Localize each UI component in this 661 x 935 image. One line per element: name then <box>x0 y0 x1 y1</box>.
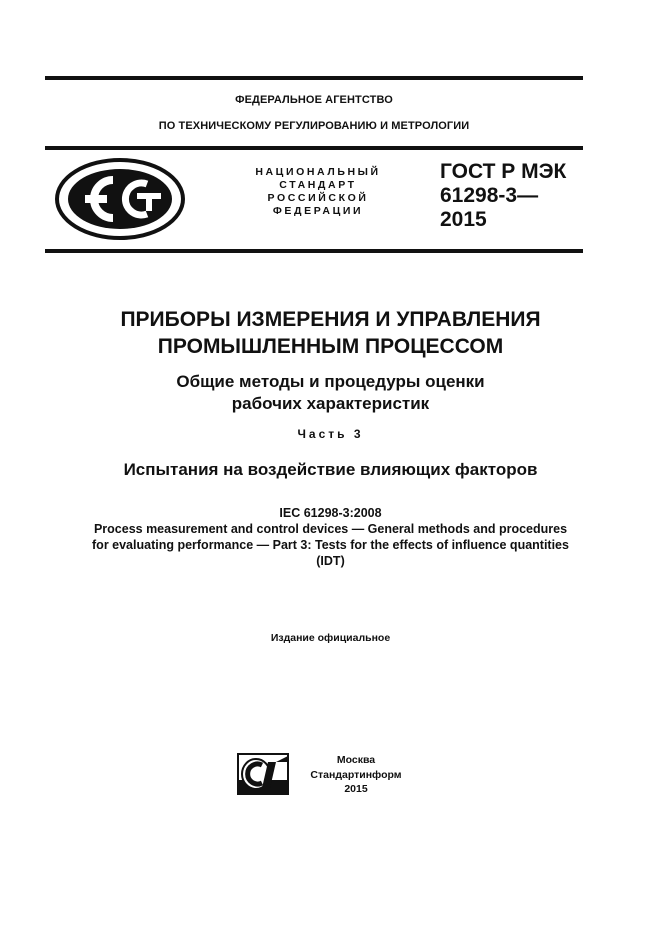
badge-line-2: СТАНДАРТ <box>279 179 357 191</box>
publisher-year: 2015 <box>344 783 368 795</box>
title-rule <box>45 249 583 253</box>
header-rule <box>45 146 583 150</box>
main-title-line-1: ПРИБОРЫ ИЗМЕРЕНИЯ И УПРАВЛЕНИЯ <box>120 308 541 331</box>
standartinform-logo-icon <box>236 752 292 796</box>
subtitle-line-2: рабочих характеристик <box>231 394 430 413</box>
subtitle-line-1: Общие методы и процедуры оценки <box>176 372 485 391</box>
part-label: Часть 3 <box>297 427 364 441</box>
iec-reference: IEC 61298-3:2008 <box>279 506 382 520</box>
rst-emblem-icon <box>55 158 185 240</box>
agency-line-2: ПО ТЕХНИЧЕСКОМУ РЕГУЛИРОВАНИЮ И МЕТРОЛОГИИ <box>158 120 470 132</box>
badge-line-3: РОССИЙСКОЙ <box>267 192 369 204</box>
edition-label: Издание официальное <box>270 632 391 644</box>
national-standard-badge <box>248 166 388 218</box>
publisher-block <box>296 753 416 797</box>
publisher-city: Москва <box>336 754 376 766</box>
badge-line-4: ФЕДЕРАЦИИ <box>272 205 364 217</box>
designation-line-2: 61298-3— <box>440 184 539 207</box>
main-title-line-2: ПРОМЫШЛЕННЫМ ПРОЦЕССОМ <box>157 335 504 358</box>
agency-line-1: ФЕДЕРАЛЬНОЕ АГЕНТСТВО <box>235 94 393 106</box>
designation-line-3: 2015 <box>440 208 487 231</box>
publisher-name: Стандартинформ <box>310 768 402 781</box>
english-title-line-2: for evaluating performance — Part 3: Tests for the effects of influence quantities <box>92 538 569 552</box>
english-title-line-3: (IDT) <box>316 554 345 568</box>
english-title-line-1: Process measurement and control devices — General methods and procedures <box>93 522 568 536</box>
designation-line-1: ГОСТ Р МЭК <box>440 160 567 183</box>
top-rule <box>45 76 583 80</box>
badge-line-1: НАЦИОНАЛЬНЫЙ <box>255 166 381 178</box>
standard-designation <box>440 160 610 232</box>
part-title: Испытания на воздействие влияющих факторов <box>123 460 538 479</box>
